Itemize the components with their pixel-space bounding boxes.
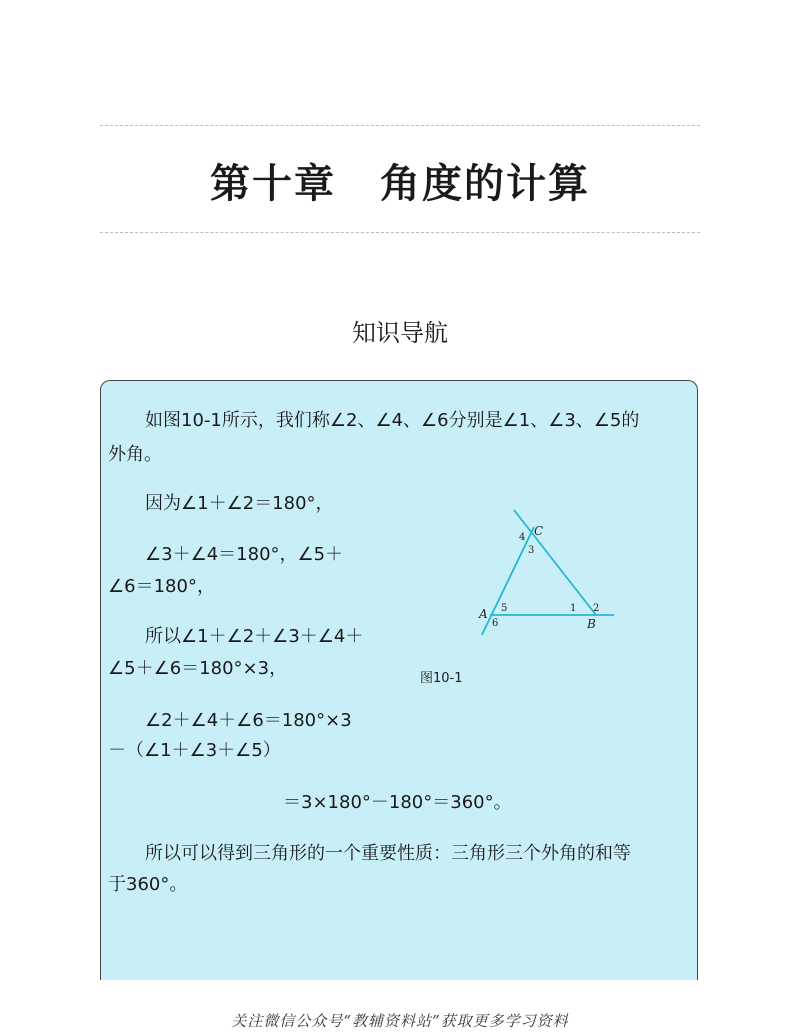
paragraph-1-line-2: 外角。: [108, 444, 162, 465]
angle-label-5: 5: [501, 603, 508, 614]
vertex-label-a: A: [479, 607, 488, 621]
paragraph-5-line-2: －（∠1＋∠3＋∠5）: [108, 740, 281, 761]
chapter-number: 第十章: [210, 161, 336, 207]
footer-watermark: 关注微信公众号“教辅资料站”获取更多学习资料: [231, 1012, 569, 1030]
vertex-label-c: C: [534, 524, 544, 538]
paragraph-3-line-2: ∠6＝180°，: [108, 576, 215, 597]
top-divider: [100, 125, 700, 126]
paragraph-3-line-1: ∠3＋∠4＝180°，∠5＋: [145, 544, 344, 565]
angle-label-4: 4: [519, 532, 526, 543]
paragraph-1-line-1: 如图10-1所示，我们称∠2、∠4、∠6分别是∠1、∠3、∠5的: [145, 410, 640, 431]
line-bc-extended: [514, 510, 596, 615]
section-title: 知识导航: [352, 319, 448, 347]
angle-label-1: 1: [570, 603, 577, 614]
vertex-label-b: B: [587, 617, 596, 631]
paragraph-4-line-2: ∠5＋∠6＝180°×3，: [108, 658, 288, 679]
triangle-figure: [472, 505, 622, 635]
angle-label-2: 2: [593, 603, 600, 614]
paragraph-5-line-1: ∠2＋∠4＋∠6＝180°×3: [145, 710, 352, 731]
angle-label-6: 6: [492, 618, 499, 629]
chapter-title: [0, 152, 800, 209]
paragraph-7-line-1: 所以可以得到三角形的一个重要性质：三角形三个外角的和等: [145, 843, 631, 864]
paragraph-6: ＝3×180°－180°＝360°。: [283, 792, 512, 813]
angle-label-3: 3: [528, 545, 535, 556]
figure-caption: 图10-1: [420, 671, 463, 686]
paragraph-7-line-2: 于360°。: [108, 874, 188, 895]
paragraph-4-line-1: 所以∠1＋∠2＋∠3＋∠4＋: [145, 626, 364, 647]
paragraph-2: 因为∠1＋∠2＝180°，: [145, 493, 334, 514]
bottom-divider: [100, 232, 700, 233]
chapter-name: 角度的计算: [380, 161, 590, 207]
